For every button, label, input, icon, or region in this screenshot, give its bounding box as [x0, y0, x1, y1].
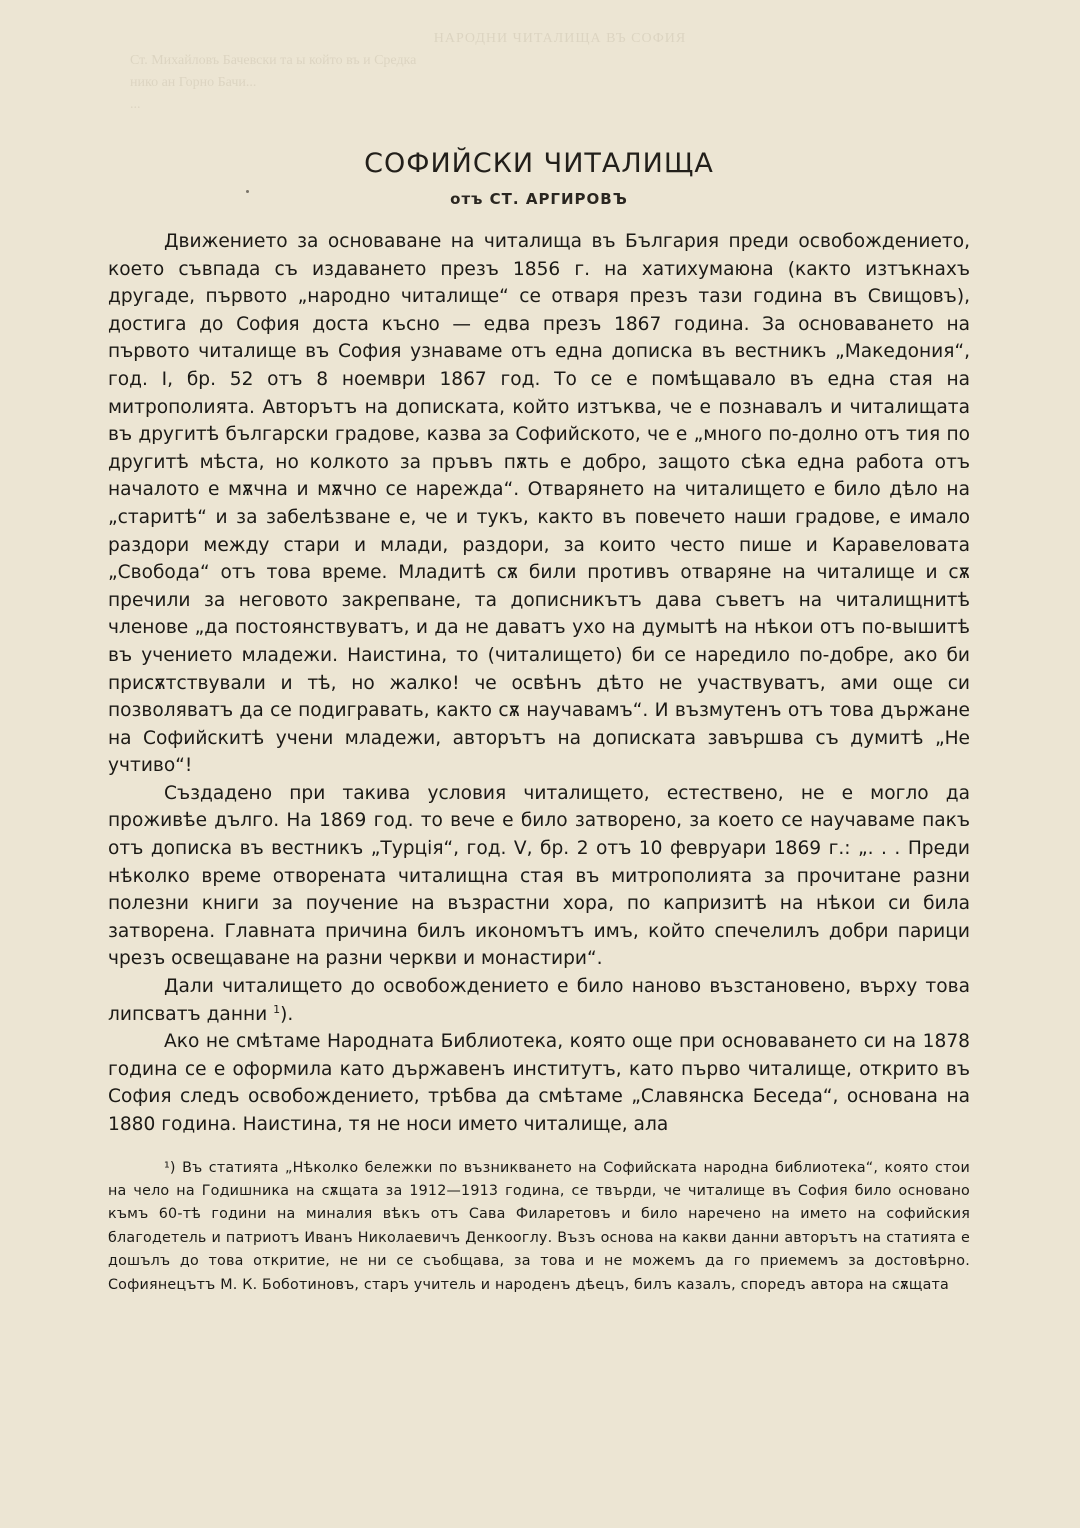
- footnote-reference: 1: [273, 1002, 281, 1016]
- bleed-through-line: нико ан Горно Бачи...: [130, 75, 257, 90]
- bleed-through-line: ...: [130, 97, 141, 112]
- footnote: [108, 1157, 970, 1297]
- document-page: [108, 140, 970, 1297]
- footnote-text: Въ статията „Нѣколко бележки по възникването на Софийската народна библиотека“, която стои на чело на Годишника на сѫщата за 1912—1913 година, се твърди, че читалище въ София било основано къмъ 60-тѣ години на миналия вѣкъ отъ Сава Филаретовъ и било наречено на името на софийския благодетель и патриотъ Иванъ Николаевичъ Денкооглу. Възъ основа на какви данни авторътъ на статията е дошълъ до това откритие, не ни се съобщава, за това и не можемъ да го приемемъ за достовѣрно. Софиянецътъ М. К. Боботиновъ, старъ учитель и народенъ дѣецъ, билъ казалъ, споредъ автора на сѫщата: [108, 1159, 970, 1293]
- paragraph-tail: ).: [280, 1003, 294, 1025]
- article-body: [108, 228, 970, 1139]
- paragraph-text: Дали читалището до освобождението е било наново възстановено, върху това липсватъ данни: [108, 976, 970, 1025]
- paragraph: [108, 973, 970, 1028]
- article-title: СОФИЙСКИ ЧИТАЛИЩА: [364, 148, 714, 179]
- author-name: СТ. АРГИРОВЪ: [489, 190, 628, 208]
- article-byline: [108, 190, 970, 208]
- footnote-marker: ¹): [164, 1159, 176, 1176]
- paragraph: Движението за основаване на читалища въ България преди освобождението, което съвпада съ издаването презъ 1856 г. на хатихумаюна (както изтъкнахъ другаде, първото „народно читалище“ се отваря презъ тази година въ Свищовъ), достига до София доста късно — едва презъ 1867 година. За основаването на първото читалище въ София узнаваме отъ една дописка въ вестникъ „Македония“, год. I, бр. 52 отъ 8 ноември 1867 год. То се е помѣщавало въ една стая на митрополията. Авторътъ на дописката, който изтъква, че е познавалъ и читалищата въ другитѣ български градове, казва за Софийското, че е „много по-долно отъ тия по другитѣ мѣста, но колкото за пръвъ пѫть е добро, защото сѣка една работа отъ началото е мѫчна и мѫчно се нарежда“. Отварянето на читалището е било дѣло на „старитѣ“ и за забелѣзване е, че и тукъ, както въ повечето наши градове, е имало раздори между стари и млади, раздори, за които често пише и Каравеловата „Свобода“ отъ това време. Младитѣ сѫ били противъ отваряне на читалище и сѫ пречили за неговото закрепване, та дописникътъ дава съветъ на читалищнитѣ членове „да постоянствуватъ, и да не даватъ ухо на думытѣ на нѣкои отъ по-вышитѣ въ учението младежи. Наистина, то (читалището) би се наредило по-добре, ако би присѫтствували и тѣ, но жалко! че освѣнъ дѣто не участвуватъ, ами още си позволяватъ да се подигравать, както сѫ научавамъ“. И възмутенъ отъ това държане на Софийскитѣ учени младежи, авторътъ на дописката завършва съ думитѣ „Не учтиво“!: [108, 231, 970, 777]
- byline-prefix: отъ: [450, 190, 484, 208]
- bleed-through-header: НАРОДНИ ЧИТАЛИЩА ВЪ СОФИЯ: [433, 31, 687, 46]
- paragraph: Създадено при такива условия читалището, естествено, не е могло да проживѣе дълго. На 1869 год. то вече е било затворено, за което се научаваме пакъ отъ дописка въ вестникъ „Турція“, год. V, бр. 2 отъ 10 февруари 1869 г.: „. . . Преди нѣколко време отворената читалищна стая въ митрополията за прочитане разни полезни книги за поучение на възрастни хора, по капризитѣ на нѣкои си била затворена. Главната причина билъ икономътъ имъ, който спечелилъ добри парици чрезъ освещаване на разни черкви и монастири“.: [108, 782, 970, 970]
- paragraph: Ако не смѣтаме Народната Библиотека, която още при основаването си на 1878 година се е оформила като държавенъ институтъ, като първо читалище, открито въ София следъ освобождението, трѣбва да смѣтаме „Славянска Беседа“, основана на 1880 година. Наистина, тя не носи името читалище, ала: [108, 1031, 970, 1135]
- footnotes: [108, 1157, 970, 1297]
- bleed-through-line: Ст. Михайловъ Бачевски та ы който въ и Средка: [130, 53, 417, 68]
- bleed-through-text: [130, 28, 990, 116]
